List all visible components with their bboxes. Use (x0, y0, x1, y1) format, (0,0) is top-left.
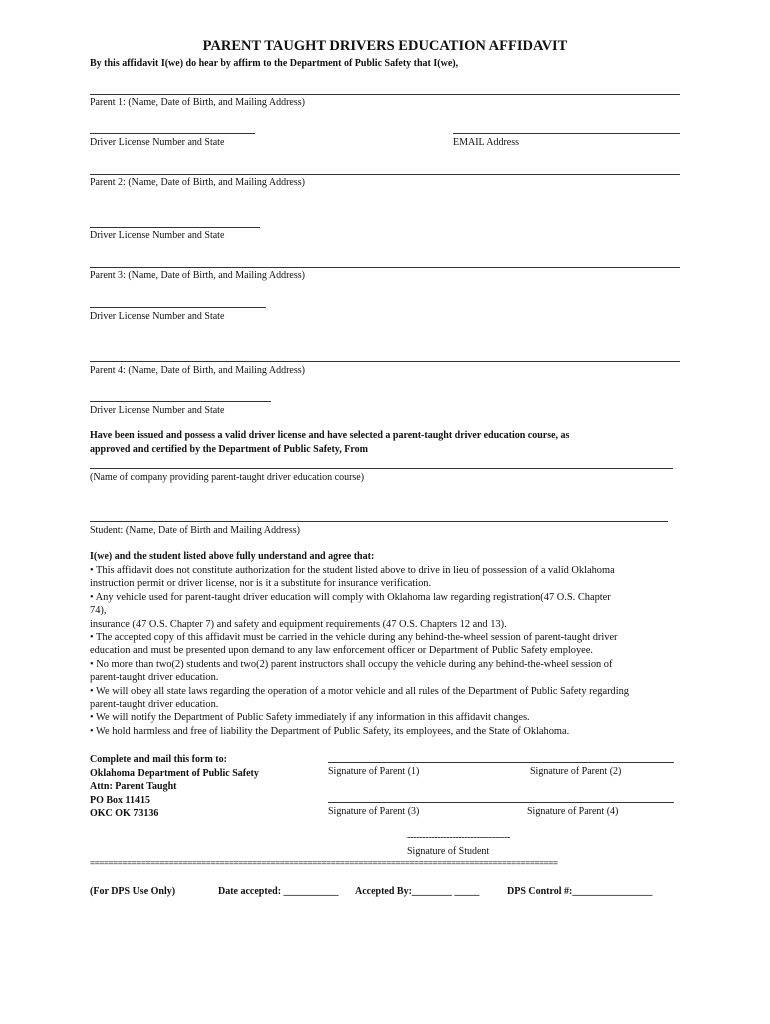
agreement-line: • We will obey all state laws regarding the operation of a motor vehicle and all rules of the Department of Public Safety regarding (90, 685, 629, 697)
parent2-name-label: Parent 2: (Name, Date of Birth, and Mailing Address) (90, 177, 305, 188)
parent2-name-line[interactable] (90, 174, 680, 175)
mail-to-city: OKC OK 73136 (90, 808, 159, 820)
company-name-label: (Name of company providing parent-taught driver education course) (90, 472, 365, 483)
parent1-license-line[interactable] (90, 133, 255, 134)
agreement-line: • We hold harmless and free of liability the Department of Public Safety, its employees, and the State of Oklahoma. (90, 725, 570, 737)
mail-to-attn: Attn: Parent Taught (90, 781, 177, 793)
agreement-line: • Any vehicle used for parent-taught driver education will comply with Oklahoma law regarding registration(47 O.S. Chapter (90, 591, 611, 603)
parent1-name-label: Parent 1: (Name, Date of Birth, and Mailing Address) (90, 97, 305, 108)
parent2-license-line[interactable] (90, 227, 260, 228)
agreement-line: education and must be presented upon demand to any law enforcement officer or Department of Public Safety employee. (90, 645, 594, 657)
agreement-line: • This affidavit does not constitute authorization for the student listed above to drive in lieu of possession of a valid Oklahoma (90, 565, 615, 576)
parent1-name-line[interactable] (90, 94, 680, 95)
parent4-name-line[interactable] (90, 361, 680, 362)
signature-parent1-label: Signature of Parent (1) (328, 766, 420, 777)
mail-to-po-box: PO Box 11415 (90, 794, 151, 806)
signature-line-parents-3-4[interactable] (328, 802, 674, 803)
issued-statement-line2: approved and certified by the Department of Public Safety, From (90, 444, 368, 455)
parent3-name-line[interactable] (90, 267, 680, 268)
signature-parent2-label: Signature of Parent (2) (530, 766, 622, 777)
agreement-line: parent-taught driver education. (90, 699, 219, 711)
dps-control-number-field[interactable]: DPS Control #:________________ (507, 886, 653, 897)
parent4-name-label: Parent 4: (Name, Date of Birth, and Mailing Address) (90, 365, 305, 376)
form-title: PARENT TAUGHT DRIVERS EDUCATION AFFIDAVIT (202, 38, 568, 54)
signature-parent4-label: Signature of Parent (4) (527, 806, 619, 817)
agreement-line: insurance (47 O.S. Chapter 7) and safety and equipment requirements (47 O.S. Chapters 12 and 13). (90, 618, 507, 630)
mail-to-agency: Oklahoma Department of Public Safety (90, 767, 259, 779)
signature-parent3-label: Signature of Parent (3) (328, 806, 420, 817)
mail-to-block (90, 753, 259, 821)
parent4-license-label: Driver License Number and State (90, 405, 225, 416)
parent4-license-line[interactable] (90, 401, 271, 402)
parent1-email-label: EMAIL Address (453, 137, 520, 148)
separator-line: ===================================================================================================== (90, 859, 558, 868)
agreement-terms (90, 564, 690, 738)
agreement-line: parent-taught driver education. (90, 672, 219, 684)
agreement-line: • We will notify the Department of Public Safety immediately if any information in this affidavit changes. (90, 712, 530, 724)
agreement-line: • The accepted copy of this affidavit must be carried in the vehicle during any behind-the-wheel session of parent-taught driver (90, 632, 618, 644)
student-info-line[interactable] (90, 521, 668, 522)
mail-to-heading: Complete and mail this form to: (90, 754, 227, 765)
parent3-license-label: Driver License Number and State (90, 311, 225, 322)
issued-statement-line1: Have been issued and possess a valid driver license and have selected a parent-taught driver education course, as (90, 430, 570, 441)
agreement-heading: I(we) and the student listed above fully understand and agree that: (90, 551, 375, 562)
dps-use-only-label: (For DPS Use Only) (90, 886, 176, 897)
parent2-license-label: Driver License Number and State (90, 230, 225, 241)
student-signature-line[interactable]: ---------------------------------- (407, 832, 511, 843)
agreement-line: 74), (90, 605, 107, 617)
parent1-email-line[interactable] (453, 133, 680, 134)
signature-line-parents-1-2[interactable] (328, 762, 674, 763)
parent3-license-line[interactable] (90, 307, 266, 308)
agreement-line: • No more than two(2) students and two(2) parent instructors shall occupy the vehicle during any behind-the-wheel session of (90, 658, 613, 670)
company-name-line[interactable] (90, 468, 673, 469)
parent1-license-label: Driver License Number and State (90, 137, 225, 148)
intro-statement: By this affidavit I(we) do hear by affirm to the Department of Public Safety that I(we), (90, 58, 459, 69)
agreement-line: instruction permit or driver license, nor is it a substitute for insurance verification. (90, 578, 432, 590)
dps-accepted-by-field[interactable]: Accepted By:________ _____ (355, 886, 480, 897)
student-info-label: Student: (Name, Date of Birth and Mailing Address) (90, 525, 300, 536)
dps-date-accepted-field[interactable]: Date accepted: ___________ (218, 886, 339, 897)
parent3-name-label: Parent 3: (Name, Date of Birth, and Mailing Address) (90, 270, 305, 281)
signature-student-label: Signature of Student (407, 846, 490, 857)
